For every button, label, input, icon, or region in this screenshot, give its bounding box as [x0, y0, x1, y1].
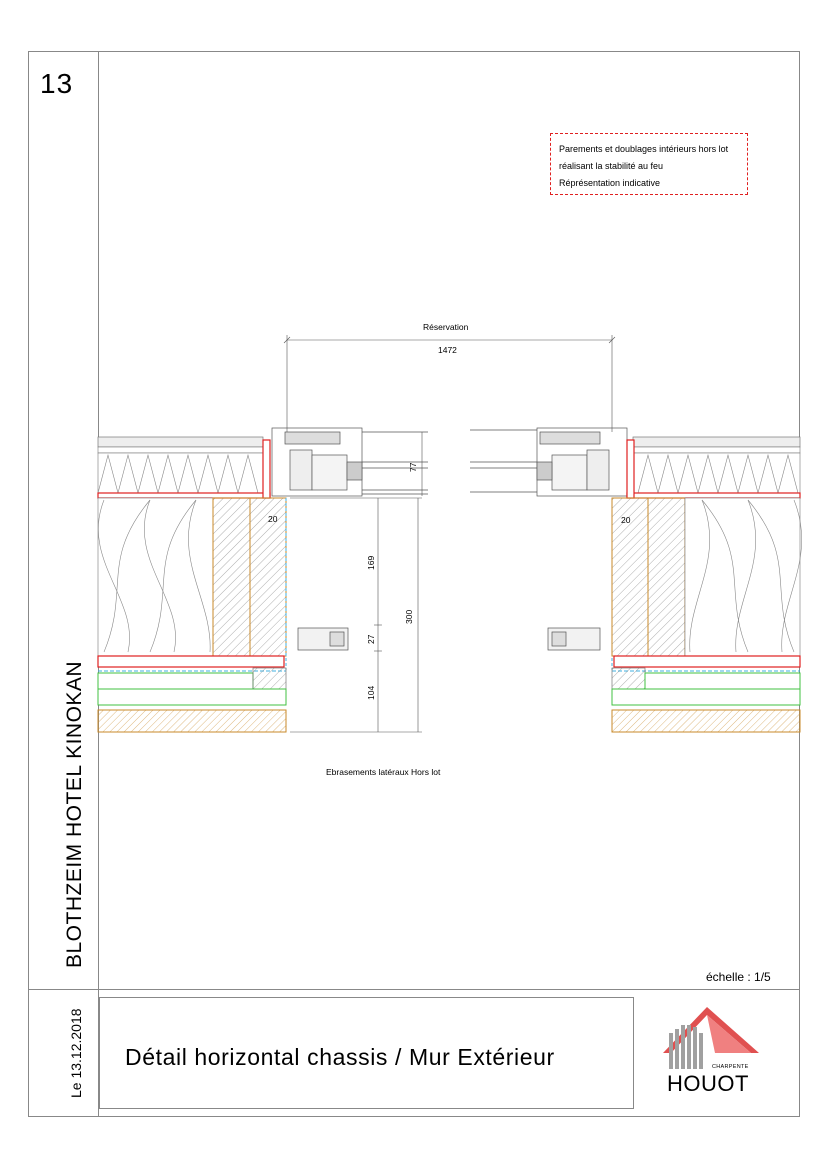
- scale-label: échelle : 1/5: [706, 970, 771, 984]
- right-wall-section: [612, 437, 802, 732]
- note-line: Parements et doublages intérieurs hors lot: [559, 144, 729, 154]
- drawing-title: Détail horizontal chassis / Mur Extérieur: [125, 1044, 555, 1070]
- dim-77: 77: [408, 462, 418, 472]
- reservation-value: 1472: [438, 345, 457, 355]
- dim-300: 300: [404, 609, 414, 624]
- dim-104: 104: [366, 685, 376, 700]
- dim-20-right: 20: [621, 515, 631, 525]
- ebrasement-label: Ebrasements latéraux Hors lot: [326, 767, 441, 777]
- left-window-frame: [272, 428, 428, 496]
- dim-27: 27: [366, 634, 376, 644]
- note-line: réalisant la stabilité au feu: [559, 161, 664, 171]
- dim-20-left: 20: [268, 514, 278, 524]
- sheet-number: 13: [40, 68, 74, 99]
- vertical-dimensions: [290, 498, 422, 732]
- note-line: Réprésentation indicative: [559, 178, 661, 188]
- right-window-frame: [470, 428, 627, 496]
- logo-subtitle: CHARPENTE: [712, 1064, 749, 1070]
- left-wall-section: [98, 437, 286, 732]
- project-name: BLOTHZEIM HOTEL KINOKAN: [63, 660, 86, 968]
- profile-sections: [298, 628, 600, 650]
- sheet-date: Le 13.12.2018: [68, 1008, 84, 1098]
- logo-name: HOUOT: [667, 1071, 749, 1096]
- dim-169: 169: [366, 555, 376, 570]
- reservation-label: Réservation: [423, 322, 469, 332]
